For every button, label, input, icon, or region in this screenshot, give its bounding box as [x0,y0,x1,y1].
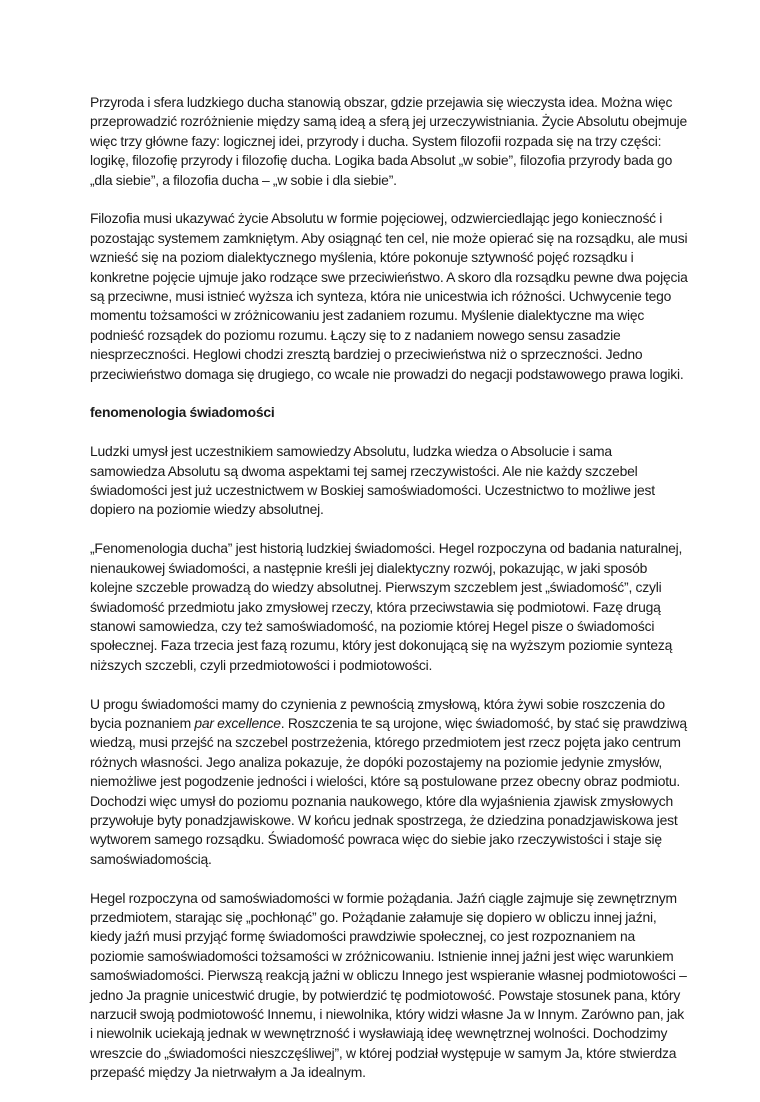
p5-text-after: . Roszczenia te są urojone, więc świadomość, by stać się prawdziwą wiedzą, musi przejść na szczebel postrzeżenia, którego przedmiotem jest rzecz pojęta jako centrum różnych własności. Jego analiza pokazuje, że dopóki pozostajemy na poziomie jedynie zmysłów, niemożliwe jest pogodzenie jedności i wielości, które są postulowane przez obecny obraz podmiotu. Dochodzi więc umysł do poziomu poznania naukowego, które dla wyjaśnienia zjawisk zmysłowych przywołuje byty ponadzjawiskowe. W końcu jednak spostrzega, że dziedzina ponadzjawiskowa jest wytworem samego rozsądku. Świadomość powraca więc do siebie jako rzeczywistości i staje się samoświadomością. [90,714,687,867]
section-heading: fenomenologia świadomości [90,404,275,421]
document-page [90,93,690,1102]
paragraph-idea-spheres: Przyroda i sfera ludzkiego ducha stanowią obszar, gdzie przejawia się wieczysta idea. Można więc przeprowadzić rozróżnienie między samą ideą a sferą jej urzeczywistniania. Życie Absolutu obejmuje więc trzy główne fazy: logicznej idei, przyrody i ducha. System filozofii rozpada się na trzy części: logikę, filozofię przyrody i filozofię ducha. Logika bada Absolut „w sobie”, filozofia przyrody bada go „dla siebie”, a filozofia ducha – „w sobie i dla siebie”. [90,94,688,188]
paragraph-dialectic: Filozofia musi ukazywać życie Absolutu w formie pojęciowej, odzwierciedlając jego konieczność i pozostając systemem zamkniętym. Aby osiągnąć ten cel, nie może opierać się na rozsądku, ale musi wznieść się na poziom dialektycznego myślenia, które pokonuje sztywność pojęć rozsądku i konkretne pojęcie ujmuje jako rodzące swe przeciwieństwo. A skoro dla rozsądku pewne dwa pojęcia są przeciwne, musi istnieć wyższa ich synteza, która nie unicestwia ich różności. Uchwycenie tego momentu tożsamości w zróżnicowaniu jest zadaniem rozumu. Myślenie dialektyczne ma więc podnieść rozsądek do poziomu rozumu. Łączy się to z nadaniem nowego sensu zasadzie niesprzeczności. Heglowi chodzi zresztą bardziej o przeciwieństwa niż o sprzeczności. Jedno przeciwieństwo domaga się drugiego, co wcale nie prowadzi do negacji podstawowego prawa logiki. [90,210,688,382]
p5-text-before: U progu świadomości mamy do czynienia z pewnością zmysłową, która żywi sobie roszczenia do bycia poznaniem [90,695,665,731]
paragraph-sensory-certainty [90,695,690,870]
paragraph-phenomenology: „Fenomenologia ducha” jest historią ludzkiej świadomości. Hegel rozpoczyna od badania naturalnej, nienaukowej świadomości, a następnie kreśli jej dialektyczny rozwój, pokazując, w jaki sposób kolejne szczeble prowadzą do wiedzy absolutnej. Pierwszym szczeblem jest „świadomość”, czyli świadomość przedmiotu jako zmysłowej rzeczy, która przeciwstawia się podmiotowi. Fazę drugą stanowi samowiedza, czy też samoświadomość, na poziomie której Hegel pisze o świadomości społecznej. Faza trzecia jest fazą rozumu, który jest dokonującą się na wyższym poziomie syntezą niższych szczebli, czyli przedmiotowości i podmiotowości. [90,540,683,673]
paragraph-absolute-knowledge: Ludzki umysł jest uczestnikiem samowiedzy Absolutu, ludzka wiedza o Absolucie i sama samowiedza Absolutu są dwoma aspektami tej samej rzeczywistości. Ale nie każdy szczebel świadomości jest już uczestnictwem w Boskiej samoświadomości. Uczestnictwo to możliwe jest dopiero na poziomie wiedzy absolutnej. [90,443,655,518]
paragraph-self-consciousness: Hegel rozpoczyna od samoświadomości w formie pożądania. Jaźń ciągle zajmuje się zewnętrznym przedmiotem, starając się „pochłonąć” go. Pożądanie załamuje się dopiero w obliczu innej jaźni, kiedy jaźń musi przyjąć formę świadomości prawdziwie społecznej, co jest rozpoznaniem na poziomie samoświadomości tożsamości w zróżnicowaniu. Istnienie innej jaźni jest więc warunkiem samoświadomości. Pierwszą reakcją jaźni w obliczu Innego jest wspieranie własnej podmiotowości – jedno Ja pragnie unicestwić drugie, by potwierdzić tę podmiotowość. Powstaje stosunek pana, który narzucił swoją podmiotowość Innemu, i niewolnika, który widzi własne Ja w Innym. Zarówno pan, jak i niewolnik uciekają jednak w wewnętrzność i wysławiają ideę wewnętrznej wolności. Dochodzimy wreszcie do „świadomości nieszczęśliwej”, w której podział występuje w samym Ja, które stwierdza przepaść między Ja nietrwałym a Ja idealnym. [90,889,687,1081]
p5-italic-phrase: par excellence [194,714,281,731]
